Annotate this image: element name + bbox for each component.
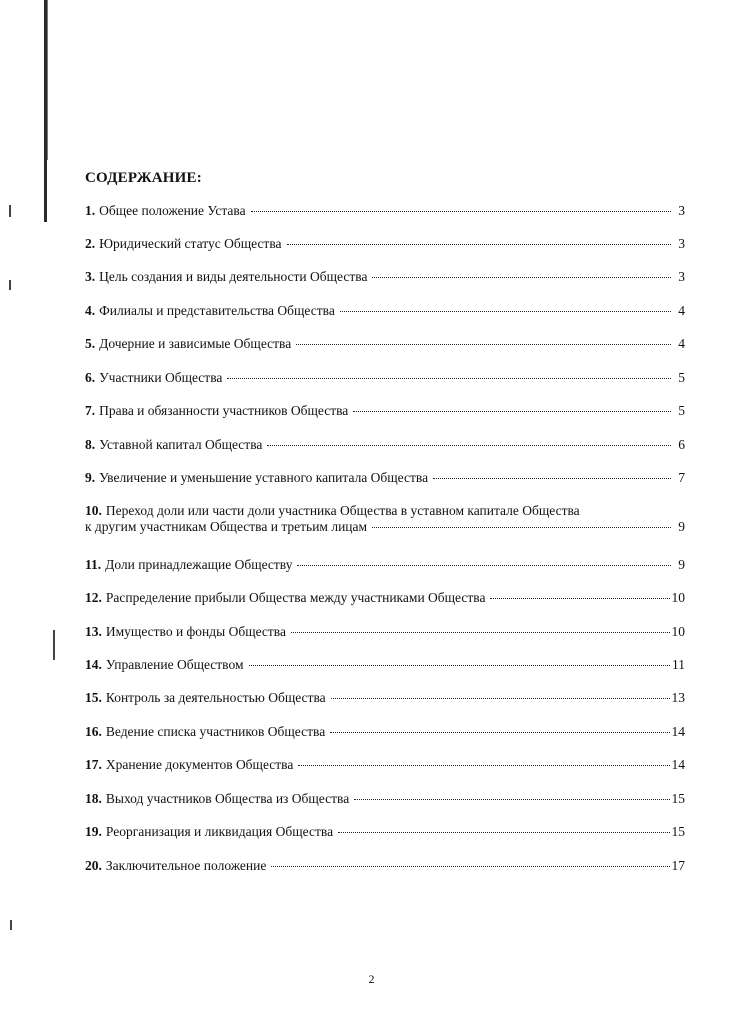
- toc-entry-page: 10: [671, 624, 685, 639]
- toc-entry-title: Имущество и фонды Общества: [105, 624, 286, 639]
- toc-entry-leader: [338, 831, 669, 833]
- toc-entry-number: 3.: [85, 269, 96, 284]
- page-number: 2: [368, 972, 375, 986]
- toc-entry: [85, 470, 685, 486]
- toc-entry-leader: [267, 444, 671, 446]
- toc-entry-leader: [296, 343, 671, 345]
- toc-entry-title: Филиалы и представительства Общества: [99, 303, 335, 318]
- toc-entry-leader: [249, 664, 670, 666]
- toc-entry-line: [85, 203, 685, 219]
- toc-entry-number: 17.: [85, 757, 102, 772]
- toc-entry-title: Реорганизация и ликвидация Общества: [105, 824, 334, 839]
- scan-mark: [9, 280, 11, 290]
- toc-entry-page: 3: [678, 236, 685, 251]
- toc-entry-line: [85, 303, 685, 319]
- toc-entry-page: 14: [671, 724, 685, 739]
- toc-entry-number: 20.: [85, 858, 102, 873]
- toc-entry-title: Доли принадлежащие Обществу: [105, 557, 293, 572]
- toc-entry-page: 14: [671, 757, 685, 772]
- toc-entry: [85, 336, 685, 352]
- toc-entry-line: [85, 690, 685, 706]
- toc-entry-number: 8.: [85, 437, 96, 452]
- toc-entry: [85, 236, 685, 252]
- toc-entry-page: 11: [672, 657, 685, 672]
- toc-entry-leader: [330, 731, 669, 733]
- scan-mark: [10, 920, 12, 930]
- toc-entry-line: [85, 269, 685, 285]
- toc-entry-leader: [340, 310, 671, 312]
- toc-entry-page: 10: [671, 590, 685, 605]
- toc-entry-title: Контроль за деятельностью Общества: [105, 690, 326, 705]
- toc-entry-title: Хранение документов Общества: [105, 757, 294, 772]
- toc-entry: [85, 757, 685, 773]
- toc-entry-number: 2.: [85, 236, 96, 251]
- toc-entry-page: 6: [678, 437, 685, 452]
- toc-entry-number: 19.: [85, 824, 102, 839]
- toc-entry-leader: [433, 477, 671, 479]
- toc-entry-line: [85, 590, 685, 606]
- toc-entry-leader: [298, 764, 669, 766]
- toc-entry-leader: [271, 865, 669, 867]
- toc-entry-page: 9: [678, 519, 685, 534]
- toc-entry-page: 13: [671, 690, 685, 705]
- toc-entry-title: Цель создания и виды деятельности Общества: [99, 269, 368, 284]
- toc-entry-line: [85, 724, 685, 740]
- toc-entry: [85, 269, 685, 285]
- toc-entry-page: 15: [671, 791, 685, 806]
- toc-entry-page: 9: [678, 557, 685, 572]
- toc-entry-leader: [251, 210, 671, 212]
- scan-mark: [53, 630, 55, 660]
- toc-entry: [85, 824, 685, 840]
- toc-entry: [85, 403, 685, 419]
- toc-entry-title-continuation: к другим участникам Общества и третьим лицам: [85, 519, 368, 534]
- toc-entry-page: 5: [678, 370, 685, 385]
- toc-entry-title: Управление Обществом: [105, 657, 244, 672]
- toc-entry-line: [85, 403, 685, 419]
- toc-entry-line: [85, 437, 685, 453]
- toc-entry-line: [85, 757, 685, 773]
- toc-entry-line: [85, 236, 685, 252]
- toc-entry: [85, 203, 685, 219]
- toc-entry: [85, 557, 685, 573]
- toc-entry-line: [85, 557, 685, 573]
- toc-entry: [85, 858, 685, 874]
- toc-entry-line: [85, 503, 685, 519]
- scan-mark: [9, 205, 11, 217]
- toc-entry-leader: [331, 697, 670, 699]
- toc-entry-page: 3: [678, 269, 685, 284]
- toc-entry: [85, 724, 685, 740]
- toc-entry-number: 10.: [85, 503, 102, 518]
- toc-entry-line: [85, 470, 685, 486]
- toc-entry-title: Увеличение и уменьшение уставного капитала Общества: [99, 470, 429, 485]
- toc-entry-leader: [490, 597, 669, 599]
- toc-entry: [85, 690, 685, 706]
- toc-entry-leader: [287, 243, 671, 245]
- toc-entry-number: 14.: [85, 657, 102, 672]
- toc-entry-number: 9.: [85, 470, 96, 485]
- toc-entry-page: 3: [678, 203, 685, 218]
- toc-entry-title: Общее положение Устава: [99, 203, 246, 218]
- toc-entry: [85, 303, 685, 319]
- toc-entry-line: [85, 824, 685, 840]
- toc-entry-title: Заключительное положение: [105, 858, 267, 873]
- toc-entry-line: [85, 791, 685, 807]
- toc-entry-leader: [353, 410, 671, 412]
- toc-entry: [85, 657, 685, 673]
- toc-entry-page: 7: [678, 470, 685, 485]
- toc-entry-leader: [291, 631, 670, 633]
- toc-entry-line: [85, 858, 685, 874]
- scan-binding-shadow: [47, 0, 48, 160]
- toc-entry-page: 17: [671, 858, 685, 873]
- toc-entry-line: [85, 657, 685, 673]
- toc-entry-title: Юридический статус Общества: [99, 236, 282, 251]
- toc-entry-line: [85, 370, 685, 386]
- toc-entry-number: 5.: [85, 336, 96, 351]
- toc-entry: [85, 370, 685, 386]
- toc-entry-leader: [297, 564, 671, 566]
- toc-entry-number: 6.: [85, 370, 96, 385]
- toc-entry: [85, 503, 685, 535]
- toc-entry-number: 1.: [85, 203, 96, 218]
- toc-entry-number: 18.: [85, 791, 102, 806]
- toc-entry-page: 4: [678, 303, 685, 318]
- toc-entry-line: [85, 519, 685, 535]
- toc-entry-title: Ведение списка участников Общества: [105, 724, 326, 739]
- toc-entry-title: Распределение прибыли Общества между участниками Общества: [105, 590, 486, 605]
- toc-entry-page: 15: [671, 824, 685, 839]
- toc-entry-number: 4.: [85, 303, 96, 318]
- toc-entry-line: [85, 336, 685, 352]
- toc-entry-leader: [354, 798, 669, 800]
- toc-entry-line: [85, 624, 685, 640]
- toc-entry-page: 4: [678, 336, 685, 351]
- toc-entry-number: 13.: [85, 624, 102, 639]
- toc-entry: [85, 791, 685, 807]
- toc-entry: [85, 437, 685, 453]
- toc-entry-title: Уставной капитал Общества: [99, 437, 263, 452]
- toc-heading: СОДЕРЖАНИЕ:: [85, 170, 202, 186]
- toc-entry: [85, 624, 685, 640]
- toc-entry-number: 7.: [85, 403, 96, 418]
- toc-entry-leader: [227, 377, 671, 379]
- toc-entry-number: 16.: [85, 724, 102, 739]
- toc-entry-title: Участники Общества: [99, 370, 223, 385]
- toc-entry-title: Дочерние и зависимые Общества: [99, 336, 292, 351]
- toc-entry-title: Переход доли или части доли участника Общества в уставном капитале Общества: [105, 503, 580, 518]
- toc-entry-page: 5: [678, 403, 685, 418]
- toc-entry-leader: [372, 276, 671, 278]
- toc-entry-number: 11.: [85, 557, 102, 572]
- toc-entry-number: 15.: [85, 690, 102, 705]
- toc-entry-leader: [372, 526, 671, 528]
- toc-entry-number: 12.: [85, 590, 102, 605]
- toc-entry-title: Выход участников Общества из Общества: [105, 791, 350, 806]
- toc-entry: [85, 590, 685, 606]
- toc-entry-title: Права и обязанности участников Общества: [99, 403, 349, 418]
